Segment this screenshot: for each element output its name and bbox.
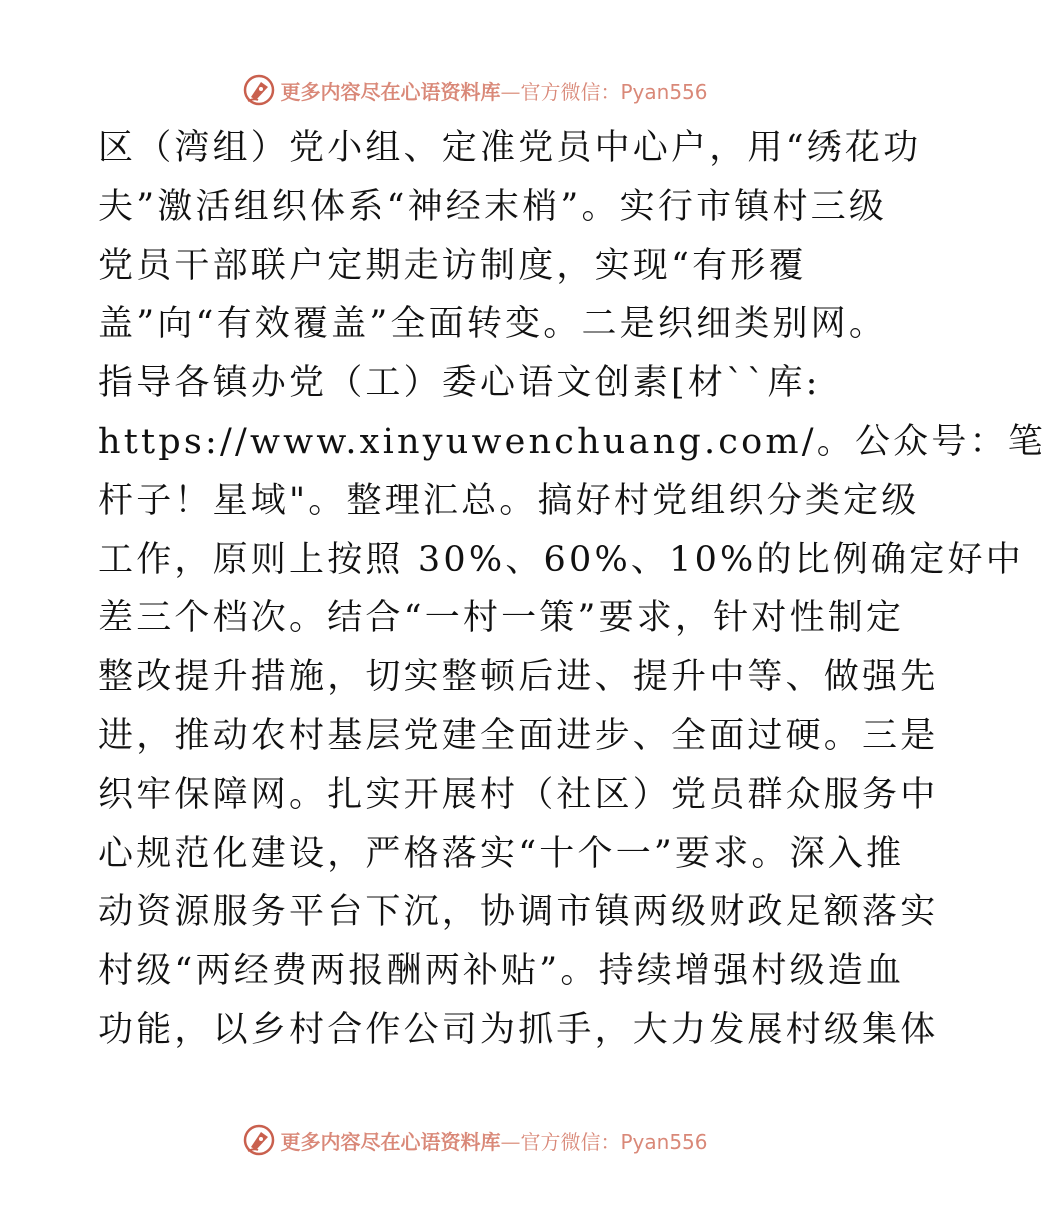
banner-wechat-id: Pyan556 — [620, 1129, 708, 1154]
text-line: 夫”激活组织体系“神经末梢”。实行市镇村三级 — [98, 186, 888, 227]
text-line: 织牢保障网。扎实开展村（社区）党员群众服务中 — [98, 774, 939, 815]
banner-main-text: 更多内容尽在心语资料库 — [280, 1129, 501, 1154]
text-line: 党员干部联户定期走访制度，实现“有形覆 — [98, 245, 807, 286]
text-line: 区（湾组）党小组、定准党员中心户，用“绣花功 — [98, 128, 922, 168]
text-line: 村级“两经费两报酬两补贴”。持续增强村级造血 — [98, 951, 905, 992]
text-line: 盖”向“有效覆盖”全面转变。二是织细类别网。 — [98, 304, 888, 345]
banner-text — [280, 76, 707, 105]
footer-watermark-banner — [0, 1120, 950, 1160]
banner-wechat-id: Pyan556 — [620, 79, 708, 104]
text-line: 整改提升措施，切实整顿后进、提升中等、做强先 — [98, 657, 939, 698]
banner-separator: — — [500, 1129, 521, 1154]
text-line: 进，推动农村基层党建全面进步、全面过硬。三是 — [98, 715, 939, 756]
banner-wechat-label: 官方微信： — [520, 1129, 621, 1154]
text-line-url: https://www.xinyuwenchuang.com/。公众号：笔 — [98, 421, 1046, 462]
banner-main-text: 更多内容尽在心语资料库 — [280, 79, 501, 104]
pen-nib-logo-icon — [242, 73, 276, 107]
text-line: 工作，原则上按照 30%、60%、10%的比例确定好中 — [98, 539, 1024, 580]
pen-nib-logo-icon — [242, 1123, 276, 1157]
text-line: 差三个档次。结合“一村一策”要求，针对性制定 — [98, 598, 905, 639]
banner-text — [280, 1126, 707, 1155]
text-line: 功能，以乡村合作公司为抓手，大力发展村级集体 — [98, 1009, 939, 1050]
text-line: 指导各镇办党（工）委心语文创素[材``库: — [98, 363, 821, 404]
text-line: 动资源服务平台下沉，协调市镇两级财政足额落实 — [98, 892, 939, 933]
banner-separator: — — [500, 79, 521, 104]
text-line: 杆子！星域"。整理汇总。搞好村党组织分类定级 — [98, 480, 920, 521]
header-watermark-banner — [0, 70, 950, 110]
document-body — [98, 119, 1046, 1060]
text-line: 心规范化建设，严格落实“十个一”要求。深入推 — [98, 833, 905, 874]
banner-wechat-label: 官方微信： — [520, 79, 621, 104]
